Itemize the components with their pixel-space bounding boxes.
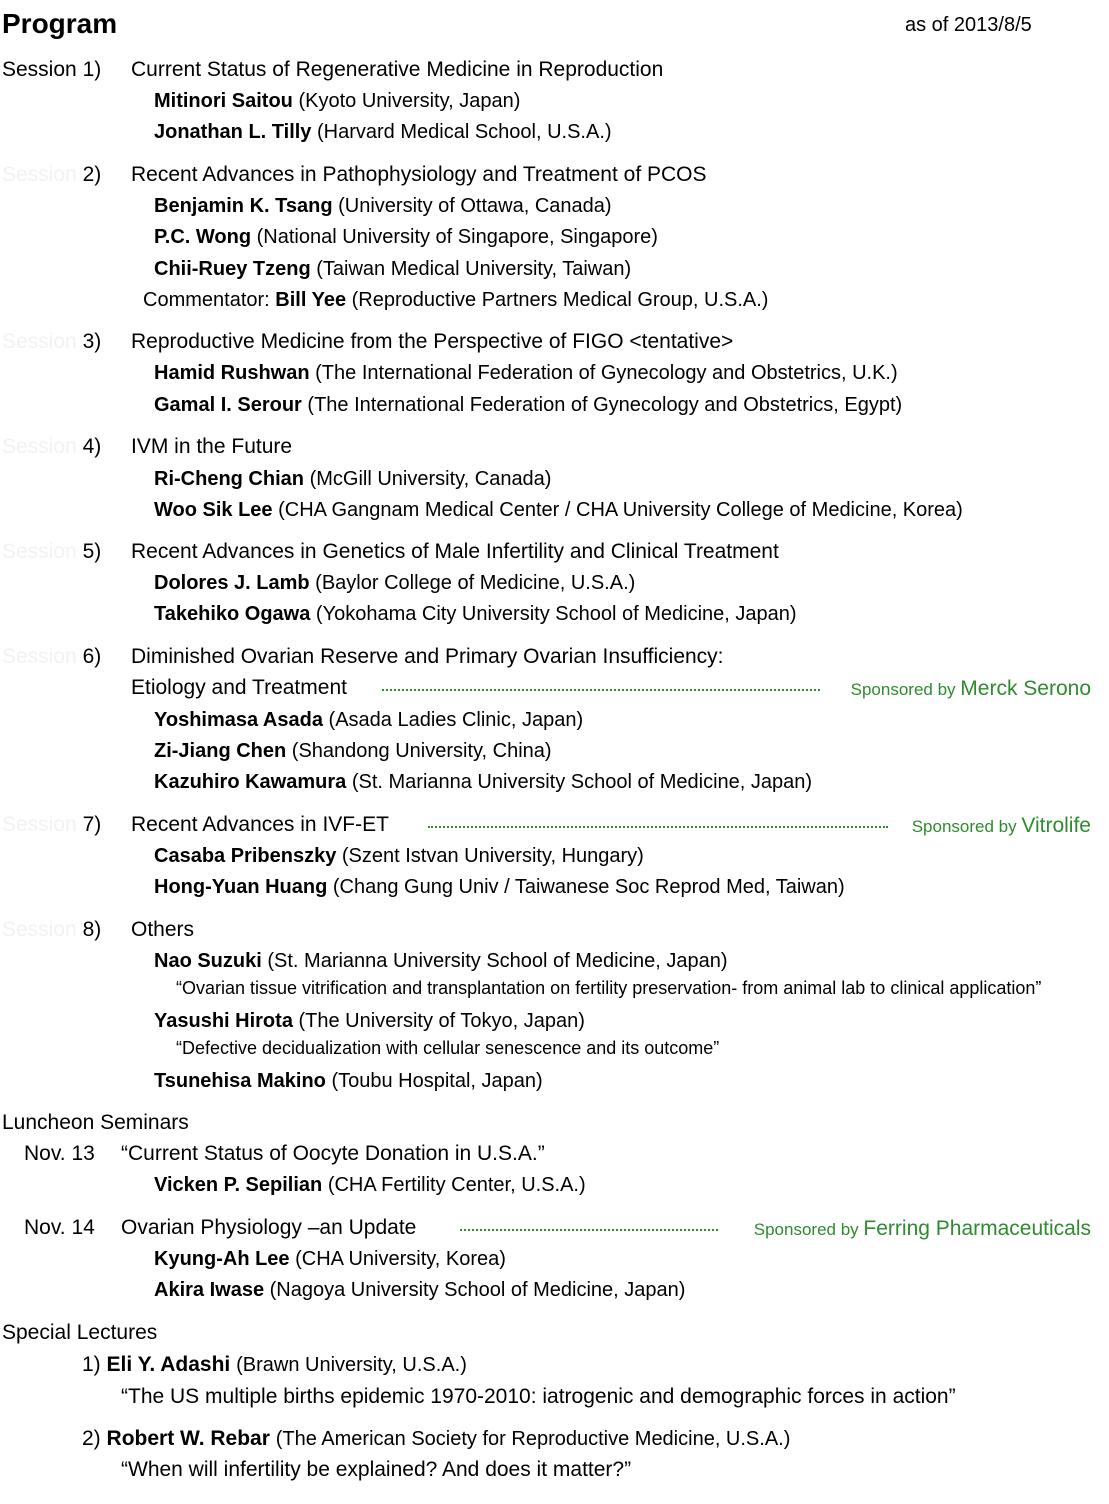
speaker [154,740,552,763]
speaker-affiliation: (CHA Gangnam Medical Center / CHA University College of Medicine, Korea) [278,499,963,521]
speaker [154,950,728,973]
speaker-affiliation: (Asada Ladies Clinic, Japan) [328,709,584,731]
session-title: Recent Advances in IVF-ET [131,813,389,836]
speaker [154,845,644,868]
speaker [154,394,902,417]
speaker [154,226,658,249]
speaker-name: Jonathan L. Tilly [154,121,312,143]
speaker-affiliation: (Shandong University, China) [291,740,552,762]
speaker-name: Takehiko Ogawa [154,603,311,625]
sponsor-credit [851,677,1091,701]
seminar-title: Ovarian Physiology –an Update [121,1216,417,1239]
speaker-name: Yasushi Hirota [154,1010,293,1032]
sponsor-credit [754,1217,1091,1241]
speaker-affiliation: (Toubu Hospital, Japan) [331,1070,543,1092]
as-of-date: as of 2013/8/5 [905,14,1032,36]
commentator-prefix: Commentator: [143,289,270,311]
speaker-affiliation: (St. Marianna University School of Medicine, Japan) [267,950,728,972]
speaker-affiliation: (Yokohama City University School of Medicine, Japan) [315,603,797,625]
speaker-affiliation: (University of Ottawa, Canada) [338,195,612,217]
speaker-name: Ri-Cheng Chian [154,468,304,490]
session-label: Session [2,645,77,668]
speaker [154,362,898,385]
speaker [154,499,963,522]
speaker-name: Hamid Rushwan [154,362,310,384]
session-number: 4) [82,435,102,458]
commentator-affiliation: (Reproductive Partners Medical Group, U.S.A.) [351,289,769,311]
section-heading: Luncheon Seminars [2,1111,189,1134]
commentator-name: Bill Yee [275,289,347,311]
session-label: Session [2,435,77,458]
session-label: Session [2,58,77,81]
session-number: 3) [82,330,102,353]
speaker-affiliation: (Nagoya University School of Medicine, Japan) [269,1279,686,1301]
speaker [154,1279,685,1302]
speaker [154,1010,585,1033]
sponsor-prefix: Sponsored by [753,1220,859,1239]
session-label: Session [2,813,77,836]
seminar-date: Nov. 13 [24,1142,95,1165]
speaker-affiliation: (CHA Fertility Center, U.S.A.) [327,1174,586,1196]
speaker-name: Akira Iwase [154,1279,265,1301]
page-title: Program [2,8,118,39]
speaker-affiliation: (Taiwan Medical University, Taiwan) [316,258,632,280]
speaker-name: P.C. Wong [154,226,252,248]
speaker-name: Tsunehisa Makino [154,1070,326,1092]
sponsor-prefix: Sponsored by [850,680,956,699]
speaker [154,876,845,899]
speaker-name: Gamal I. Serour [154,394,302,416]
lecture [82,1427,790,1451]
sponsor-name: Merck Serono [960,677,1091,700]
speaker-name: Casaba Pribenszky [154,845,337,867]
speaker-affiliation: (Baylor College of Medicine, U.S.A.) [315,572,636,594]
speaker-affiliation: (Szent Istvan University, Hungary) [341,845,644,867]
session-title: Recent Advances in Genetics of Male Infertility and Clinical Treatment [131,540,779,563]
lecture-number: 2) [82,1427,101,1450]
speaker [154,258,631,281]
speaker-affiliation: (St. Marianna University School of Medicine, Japan) [351,771,813,793]
speaker [154,572,635,595]
speaker-name: Benjamin K. Tsang [154,195,333,217]
session-title-line2: Etiology and Treatment [131,676,347,699]
speaker [154,709,583,732]
lecturer-name: Eli Y. Adashi [106,1353,231,1376]
speaker-affiliation: (CHA University, Korea) [295,1248,506,1270]
session-title: Current Status of Regenerative Medicine in Reproduction [131,58,664,81]
session-title: Reproductive Medicine from the Perspective of FIGO <tentative> [131,330,734,353]
speaker-affiliation: (McGill University, Canada) [309,468,552,490]
speaker [154,90,520,113]
speaker-name: Dolores J. Lamb [154,572,310,594]
speaker-name: Chii-Ruey Tzeng [154,258,311,280]
session-number: 1) [82,58,102,81]
speaker-name: Nao Suzuki [154,950,262,972]
session-number: 5) [82,540,102,563]
sponsor-credit [912,814,1091,838]
seminar-title: “Current Status of Oocyte Donation in U.S.A.” [121,1142,545,1165]
speaker [154,603,797,626]
lecture-number: 1) [82,1353,101,1376]
session-title: Diminished Ovarian Reserve and Primary Ovarian Insufficiency: [131,645,724,668]
speaker-name: Kazuhiro Kawamura [154,771,347,793]
commentator [143,289,768,312]
lecturer-name: Robert W. Rebar [106,1427,270,1450]
seminar-date: Nov. 14 [24,1216,95,1239]
speaker-name: Yoshimasa Asada [154,709,323,731]
session-label: Session [2,163,77,186]
lecture-title: “The US multiple births epidemic 1970-2010: iatrogenic and demographic forces in action” [121,1385,956,1408]
speaker-affiliation: (Harvard Medical School, U.S.A.) [317,121,612,143]
speaker-affiliation: (Chang Gung Univ / Taiwanese Soc Reprod Med, Taiwan) [332,876,845,898]
talk-title: “Defective decidualization with cellular senescence and its outcome” [176,1038,720,1058]
speaker [154,771,812,794]
session-number: 7) [82,813,102,836]
speaker [154,1248,506,1271]
speaker-name: Mitinori Saitou [154,90,293,112]
sponsor-prefix: Sponsored by [911,817,1017,836]
speaker [154,468,551,491]
session-title: Others [131,918,195,941]
session-title: Recent Advances in Pathophysiology and Treatment of PCOS [131,163,707,186]
speaker-name: Vicken P. Sepilian [154,1174,323,1196]
speaker [154,121,612,144]
leader-dots [460,1229,718,1231]
lecture-title: “When will infertility be explained? And does it matter?” [121,1458,632,1481]
speaker-name: Kyung-Ah Lee [154,1248,290,1270]
speaker-name: Zi-Jiang Chen [154,740,287,762]
leader-dots [428,826,888,828]
speaker-affiliation: (The International Federation of Gynecology and Obstetrics, U.K.) [315,362,898,384]
session-number: 2) [82,163,102,186]
speaker-affiliation: (Kyoto University, Japan) [298,90,521,112]
session-title: IVM in the Future [131,435,293,458]
speaker-name: Woo Sik Lee [154,499,273,521]
lecturer-affiliation: (The American Society for Reproductive Medicine, U.S.A.) [275,1428,791,1450]
leader-dots [382,689,820,691]
lecturer-affiliation: (Brawn University, U.S.A.) [236,1354,467,1376]
speaker-name: Hong-Yuan Huang [154,876,328,898]
speaker-affiliation: (The University of Tokyo, Japan) [298,1010,585,1032]
sponsor-name: Ferring Pharmaceuticals [863,1217,1091,1240]
session-label: Session [2,540,77,563]
speaker [154,1174,586,1197]
section-heading: Special Lectures [2,1321,158,1344]
session-label: Session [2,330,77,353]
session-number: 8) [82,918,102,941]
talk-title: “Ovarian tissue vitrification and transplantation on fertility preservation- from animal lab to clinical application” [176,978,1042,998]
speaker-affiliation: (National University of Singapore, Singapore) [256,226,658,248]
session-number: 6) [82,645,102,668]
session-label: Session [2,918,77,941]
sponsor-name: Vitrolife [1021,814,1091,837]
speaker [154,195,612,218]
speaker [154,1070,543,1093]
speaker-affiliation: (The International Federation of Gynecology and Obstetrics, Egypt) [307,394,903,416]
lecture [82,1353,467,1377]
